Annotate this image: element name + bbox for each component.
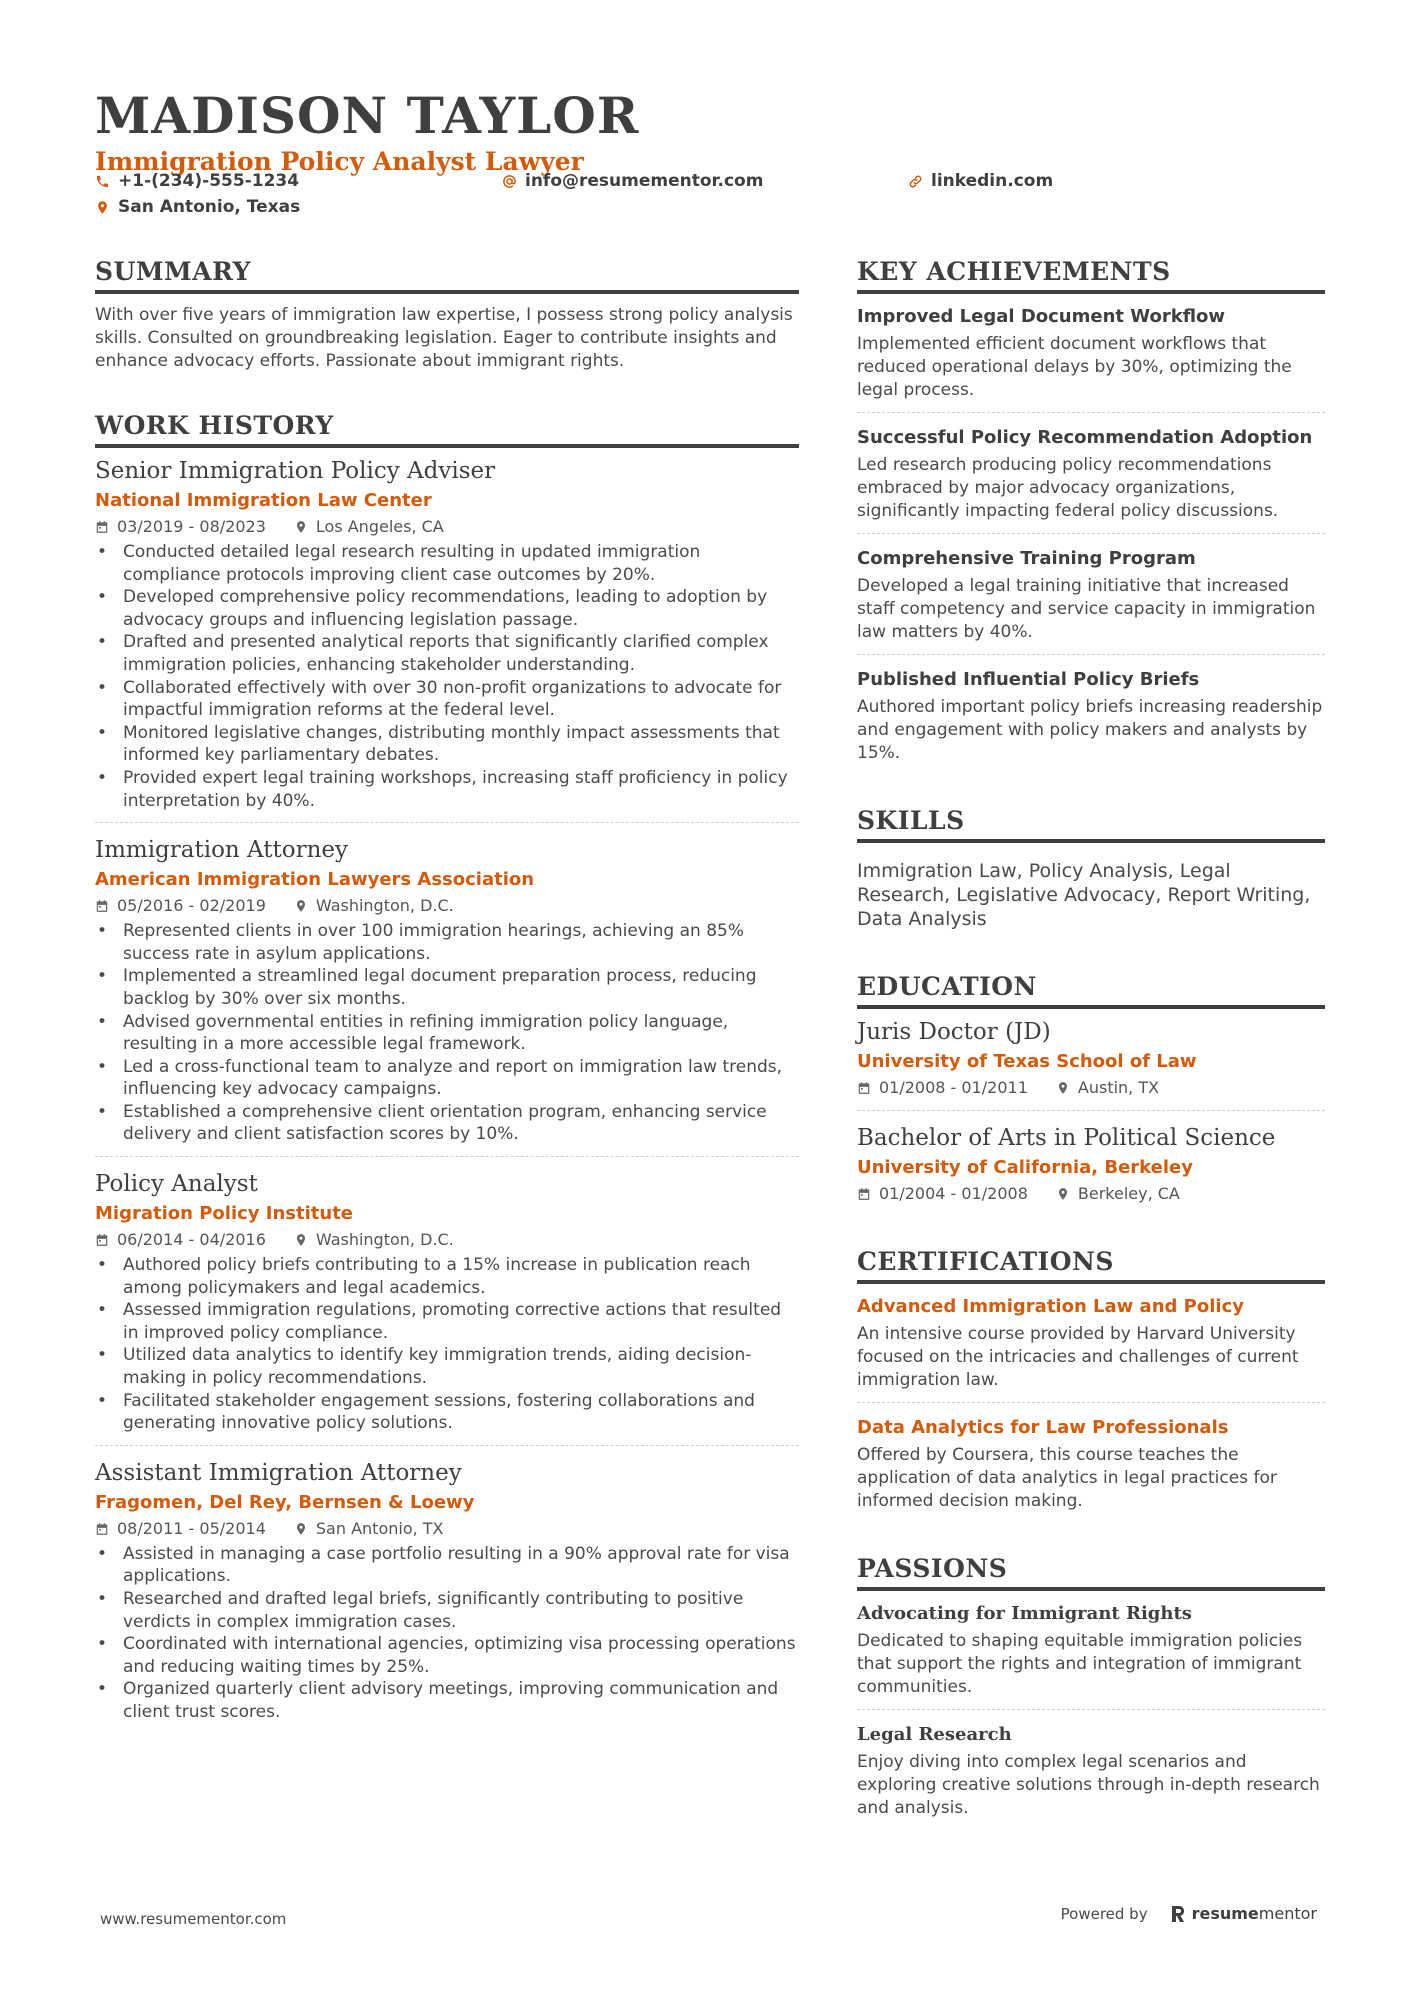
- job-entry: [95, 835, 799, 1157]
- location-pin-icon: [1056, 1081, 1070, 1095]
- job-organization: Migration Policy Institute: [95, 1203, 354, 1225]
- job-meta: [95, 1228, 799, 1252]
- certifications-list: [857, 1294, 1325, 1523]
- summary-text: With over five years of immigration law expertise, I possess strong policy analysis skills. Consulted on groundbreaking legislation. Eager to contribute insights and enhance advocacy efforts. Passionate about immigrant rights.: [95, 305, 793, 371]
- brand-logo[interactable]: [1170, 1904, 1317, 1923]
- job-bullet: • Led a cross-functional team to analyze and report on immigration law trends, influencing key advocacy campaigns.: [95, 1056, 799, 1101]
- education-location: Berkeley, CA: [1077, 1184, 1180, 1203]
- job-bullet: • Assisted in managing a case portfolio resulting in a 90% approval rate for visa applications.: [95, 1543, 799, 1588]
- job-bullet: • Represented clients in over 100 immigration hearings, achieving an 85% success rate in asylum applications.: [95, 920, 799, 965]
- summary-heading: SUMMARY: [95, 256, 799, 294]
- job-bullet: • Facilitated stakeholder engagement sessions, fostering collaborations and generating innovative policy solutions.: [95, 1390, 799, 1435]
- location-pin-icon: [294, 899, 308, 913]
- job-bullet: • Researched and drafted legal briefs, significantly contributing to positive verdicts in complex immigration cases.: [95, 1588, 799, 1633]
- location-text: San Antonio, Texas: [118, 197, 301, 217]
- education-list: [857, 1017, 1325, 1216]
- achievement-item: [857, 546, 1325, 655]
- passions-list: [857, 1601, 1325, 1830]
- certification-title: Advanced Immigration Law and Policy: [857, 1296, 1244, 1317]
- passion-text: Enjoy diving into complex legal scenarios and exploring creative solutions through in-depth research and analysis.: [857, 1752, 1320, 1818]
- contact-email[interactable]: [502, 171, 763, 191]
- job-bullet: • Developed comprehensive policy recommendations, leading to adoption by advocacy groups and influencing legislation passage.: [95, 586, 799, 631]
- certifications-heading: CERTIFICATIONS: [857, 1246, 1325, 1284]
- location-pin-icon: [294, 1233, 308, 1247]
- job-location: Washington, D.C.: [315, 1230, 454, 1250]
- achievement-text: Authored important policy briefs increasing readership and engagement with policy makers and analysts by 15%.: [857, 697, 1323, 763]
- phone-text: +1-(234)-555-1234: [118, 171, 300, 191]
- education-location: Austin, TX: [1077, 1078, 1160, 1097]
- job-bullet: • Implemented a streamlined legal document preparation process, reducing backlog by 30% over six months.: [95, 965, 799, 1010]
- resumementor-logo-icon: [1170, 1905, 1186, 1923]
- email-text: info@resumementor.com: [525, 171, 764, 191]
- job-bullets: [95, 1254, 799, 1435]
- education-school: University of California, Berkeley: [857, 1157, 1193, 1178]
- job-bullet: • Established a comprehensive client orientation program, enhancing service delivery and client satisfaction scores by 10%.: [95, 1101, 799, 1146]
- location-pin-icon: [294, 520, 308, 534]
- linkedin-text: linkedin.com: [931, 171, 1054, 191]
- job-bullet: • Conducted detailed legal research resulting in updated immigration compliance protocols improving client case outcomes by 20%.: [95, 541, 799, 586]
- candidate-title: Immigration Policy Analyst Lawyer: [95, 147, 584, 176]
- work-heading: WORK HISTORY: [95, 410, 799, 448]
- achievement-text: Developed a legal training initiative that increased staff competency and service capacity in immigration law matters by 40%.: [857, 576, 1316, 642]
- powered-by-label: Powered by: [1060, 1904, 1148, 1923]
- achievement-title: Successful Policy Recommendation Adoption: [857, 427, 1313, 448]
- work-list: [95, 456, 799, 1734]
- certification-item: [857, 1294, 1325, 1403]
- candidate-name: MADISON TAYLOR: [95, 86, 640, 145]
- calendar-icon: [857, 1187, 871, 1201]
- contact-location: [95, 197, 300, 217]
- achievement-item: [857, 425, 1325, 534]
- footer-website[interactable]: www.resumementor.com: [100, 1910, 287, 1928]
- job-bullet: • Utilized data analytics to identify key immigration trends, aiding decision-making in policy recommendations.: [95, 1344, 799, 1389]
- job-dates: 06/2014 - 04/2016: [117, 1230, 266, 1250]
- passion-text: Dedicated to shaping equitable immigration policies that support the rights and integration of immigrant communities.: [857, 1631, 1303, 1697]
- passion-title: Advocating for Immigrant Rights: [857, 1603, 1192, 1624]
- job-organization: National Immigration Law Center: [95, 490, 432, 511]
- certification-text: Offered by Coursera, this course teaches the application of data analytics in legal practices for informed decision making.: [857, 1445, 1277, 1511]
- job-title: Assistant Immigration Attorney: [95, 1459, 462, 1486]
- passions-heading: PASSIONS: [857, 1553, 1325, 1591]
- job-location: San Antonio, TX: [315, 1518, 444, 1538]
- job-bullet: • Assessed immigration regulations, promoting corrective actions that resulted in improved policy compliance.: [95, 1299, 799, 1344]
- education-meta: [857, 1076, 1325, 1100]
- calendar-icon: [95, 899, 109, 913]
- contact-linkedin[interactable]: [908, 171, 1053, 191]
- footer-powered-by: [1061, 1904, 1317, 1923]
- education-dates: 01/2004 - 01/2008: [879, 1184, 1028, 1203]
- job-location: Washington, D.C.: [315, 896, 454, 916]
- job-bullets: [95, 920, 799, 1146]
- resume-header: [95, 88, 1325, 178]
- passion-item: [857, 1601, 1325, 1710]
- link-icon: [908, 174, 923, 189]
- job-bullet: • Collaborated effectively with over 30 non-profit organizations to advocate for impactful immigration reforms at the federal level.: [95, 677, 799, 722]
- job-title: Senior Immigration Policy Adviser: [95, 458, 496, 484]
- skills-text: Immigration Law, Policy Analysis, Legal Research, Legislative Advocacy, Report Writing, Data Analysis: [857, 860, 1311, 930]
- job-entry: [95, 456, 799, 823]
- job-location: Los Angeles, CA: [315, 517, 444, 536]
- job-entry: [95, 1169, 799, 1446]
- achievement-text: Implemented efficient document workflows that reduced operational delays by 30%, optimizing the legal process.: [857, 334, 1292, 400]
- job-title: Policy Analyst: [95, 1171, 258, 1198]
- at-sign-icon: [502, 174, 517, 189]
- job-meta: [95, 1517, 799, 1541]
- education-heading: EDUCATION: [857, 971, 1325, 1009]
- achievements-list: [857, 304, 1325, 775]
- job-bullet: • Coordinated with international agencies, optimizing visa processing operations and reducing waiting times by 25%.: [95, 1633, 799, 1678]
- certification-item: [857, 1415, 1325, 1523]
- job-dates: 03/2019 - 08/2023: [117, 517, 266, 536]
- skills-heading: SKILLS: [857, 805, 1325, 843]
- contact-phone[interactable]: [95, 171, 299, 191]
- calendar-icon: [95, 1233, 109, 1247]
- location-pin-icon: [1056, 1187, 1070, 1201]
- education-item: [857, 1017, 1325, 1111]
- achievement-title: Improved Legal Document Workflow: [857, 306, 1226, 327]
- achievement-title: Published Influential Policy Briefs: [857, 669, 1200, 690]
- achievement-item: [857, 304, 1325, 413]
- location-pin-icon: [294, 1522, 308, 1536]
- job-title: Immigration Attorney: [95, 837, 349, 864]
- achievement-item: [857, 667, 1325, 775]
- right-column: [857, 256, 1325, 1842]
- calendar-icon: [857, 1081, 871, 1095]
- education-school: University of Texas School of Law: [857, 1051, 1197, 1072]
- achievement-text: Led research producing policy recommendations embraced by major advocacy organizations, significantly impacting federal policy discussions.: [857, 455, 1279, 521]
- job-bullet: • Monitored legislative changes, distributing monthly impact assessments that informed key parliamentary debates.: [95, 722, 799, 767]
- phone-icon: [95, 174, 110, 189]
- job-organization: American Immigration Lawyers Association: [95, 869, 535, 891]
- passion-item: [857, 1722, 1325, 1830]
- education-degree: Juris Doctor (JD): [857, 1019, 1051, 1045]
- job-bullet: • Drafted and presented analytical reports that significantly clarified complex immigration policies, enhancing stakeholder understanding.: [95, 631, 799, 676]
- job-dates: 08/2011 - 05/2014: [117, 1518, 266, 1538]
- job-organization: Fragomen, Del Rey, Bernsen & Loewy: [95, 1491, 475, 1513]
- education-item: [857, 1123, 1325, 1216]
- job-dates: 05/2016 - 02/2019: [117, 896, 266, 916]
- education-meta: [857, 1182, 1325, 1206]
- education-dates: 01/2008 - 01/2011: [879, 1078, 1028, 1097]
- calendar-icon: [95, 520, 109, 534]
- education-degree: Bachelor of Arts in Political Science: [857, 1125, 1276, 1151]
- certification-text: An intensive course provided by Harvard University focused on the intricacies and challenges of current immigration law.: [857, 1324, 1299, 1390]
- brand-name-part2: mentor: [1258, 1904, 1317, 1923]
- job-bullet: • Provided expert legal training workshops, increasing staff proficiency in policy interpretation by 40%.: [95, 767, 799, 812]
- job-bullet: • Organized quarterly client advisory meetings, improving communication and client trust scores.: [95, 1678, 799, 1723]
- job-entry: [95, 1458, 799, 1734]
- job-meta: [95, 894, 799, 918]
- job-bullet: • Authored policy briefs contributing to a 15% increase in publication reach among policymakers and legal academics.: [95, 1254, 799, 1299]
- job-meta: [95, 515, 799, 539]
- achievement-title: Comprehensive Training Program: [857, 548, 1196, 569]
- achievements-heading: KEY ACHIEVEMENTS: [857, 256, 1325, 294]
- brand-name-part1: resume: [1191, 1904, 1259, 1923]
- calendar-icon: [95, 1522, 109, 1536]
- certification-title: Data Analytics for Law Professionals: [857, 1417, 1229, 1438]
- job-bullets: [95, 541, 799, 812]
- job-bullet: • Advised governmental entities in refining immigration policy language, resulting in a more accessible legal framework.: [95, 1011, 799, 1056]
- left-column: [95, 256, 799, 1746]
- job-bullets: [95, 1543, 799, 1724]
- passion-title: Legal Research: [857, 1724, 1012, 1745]
- location-pin-icon: [95, 200, 110, 215]
